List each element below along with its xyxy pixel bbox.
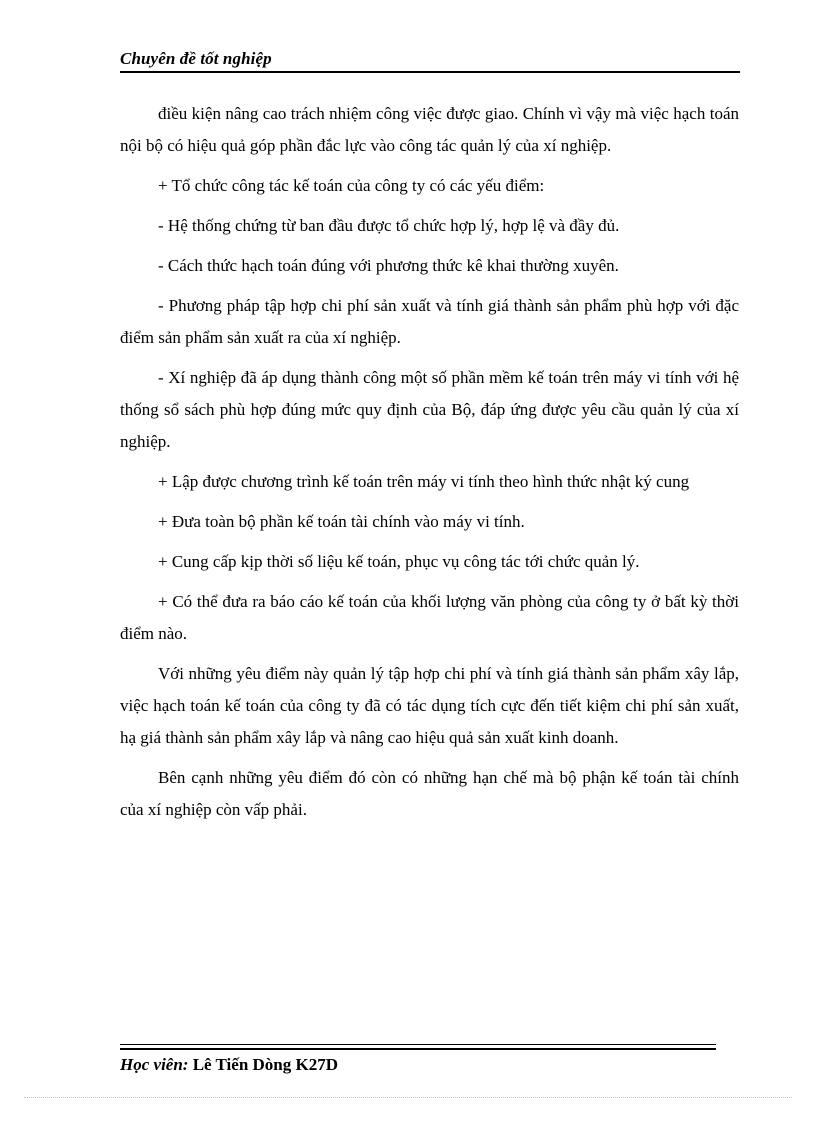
paragraph: + Tổ chức công tác kế toán của công ty có các yếu điểm: (158, 176, 545, 195)
paragraph: - Hệ thống chứng từ ban đầu được tổ chức hợp lý, hợp lệ và đầy đủ. (158, 216, 620, 235)
paragraph: điều kiện nâng cao trách nhiệm công việc được giao. Chính vì vậy mà việc hạch toán nội bộ có hiệu quả góp phần đắc lực vào công tác quản lý của xí nghiệp. (120, 104, 739, 155)
page-header (120, 49, 740, 75)
paragraph: + Đưa toàn bộ phần kế toán tài chính vào máy vi tính. (158, 512, 525, 531)
paragraph: Bên cạnh những yêu điểm đó còn có những hạn chế mà bộ phận kế toán tài chính của xí nghiệp còn vấp phải. (120, 768, 739, 819)
footer-author (120, 1055, 338, 1075)
header-title: Chuyên đề tốt nghiệp (120, 49, 272, 68)
footer-label: Học viên: (120, 1055, 189, 1074)
footer-rule-thick (120, 1048, 716, 1050)
document-body (120, 98, 739, 834)
page-boundary-line (24, 1097, 792, 1098)
footer-rule-thin (120, 1044, 716, 1045)
paragraph: - Phương pháp tập hợp chi phí sản xuất và tính giá thành sản phẩm phù hợp với đặc điểm sản phẩm sản xuất ra của xí nghiệp. (120, 296, 739, 347)
paragraph: Với những yêu điểm này quản lý tập hợp chi phí và tính giá thành sản phẩm xây lắp, việc hạch toán kế toán của công ty đã có tác dụng tích cực đến tiết kiệm chi phí sản xuất, hạ giá thành sản phẩm xây lắp và nâng cao hiệu quả sản xuất kinh doanh. (120, 664, 739, 747)
header-rule (120, 71, 740, 73)
paragraph: + Có thể đưa ra báo cáo kế toán của khối lượng văn phòng của công ty ở bất kỳ thời điểm nào. (120, 592, 739, 643)
paragraph: + Cung cấp kịp thời số liệu kế toán, phục vụ công tác tới chức quản lý. (158, 552, 640, 571)
paragraph: + Lập được chương trình kế toán trên máy vi tính theo hình thức nhật ký cung (158, 472, 690, 491)
footer-name: Lê Tiến Dòng K27D (192, 1055, 339, 1074)
paragraph: - Cách thức hạch toán đúng với phương thức kê khai thường xuyên. (158, 256, 619, 275)
paragraph: - Xí nghiệp đã áp dụng thành công một số phần mềm kế toán trên máy vi tính với hệ thống sổ sách phù hợp đúng mức quy định của Bộ, đáp ứng được yêu cầu quản lý của xí nghiệp. (120, 368, 739, 451)
